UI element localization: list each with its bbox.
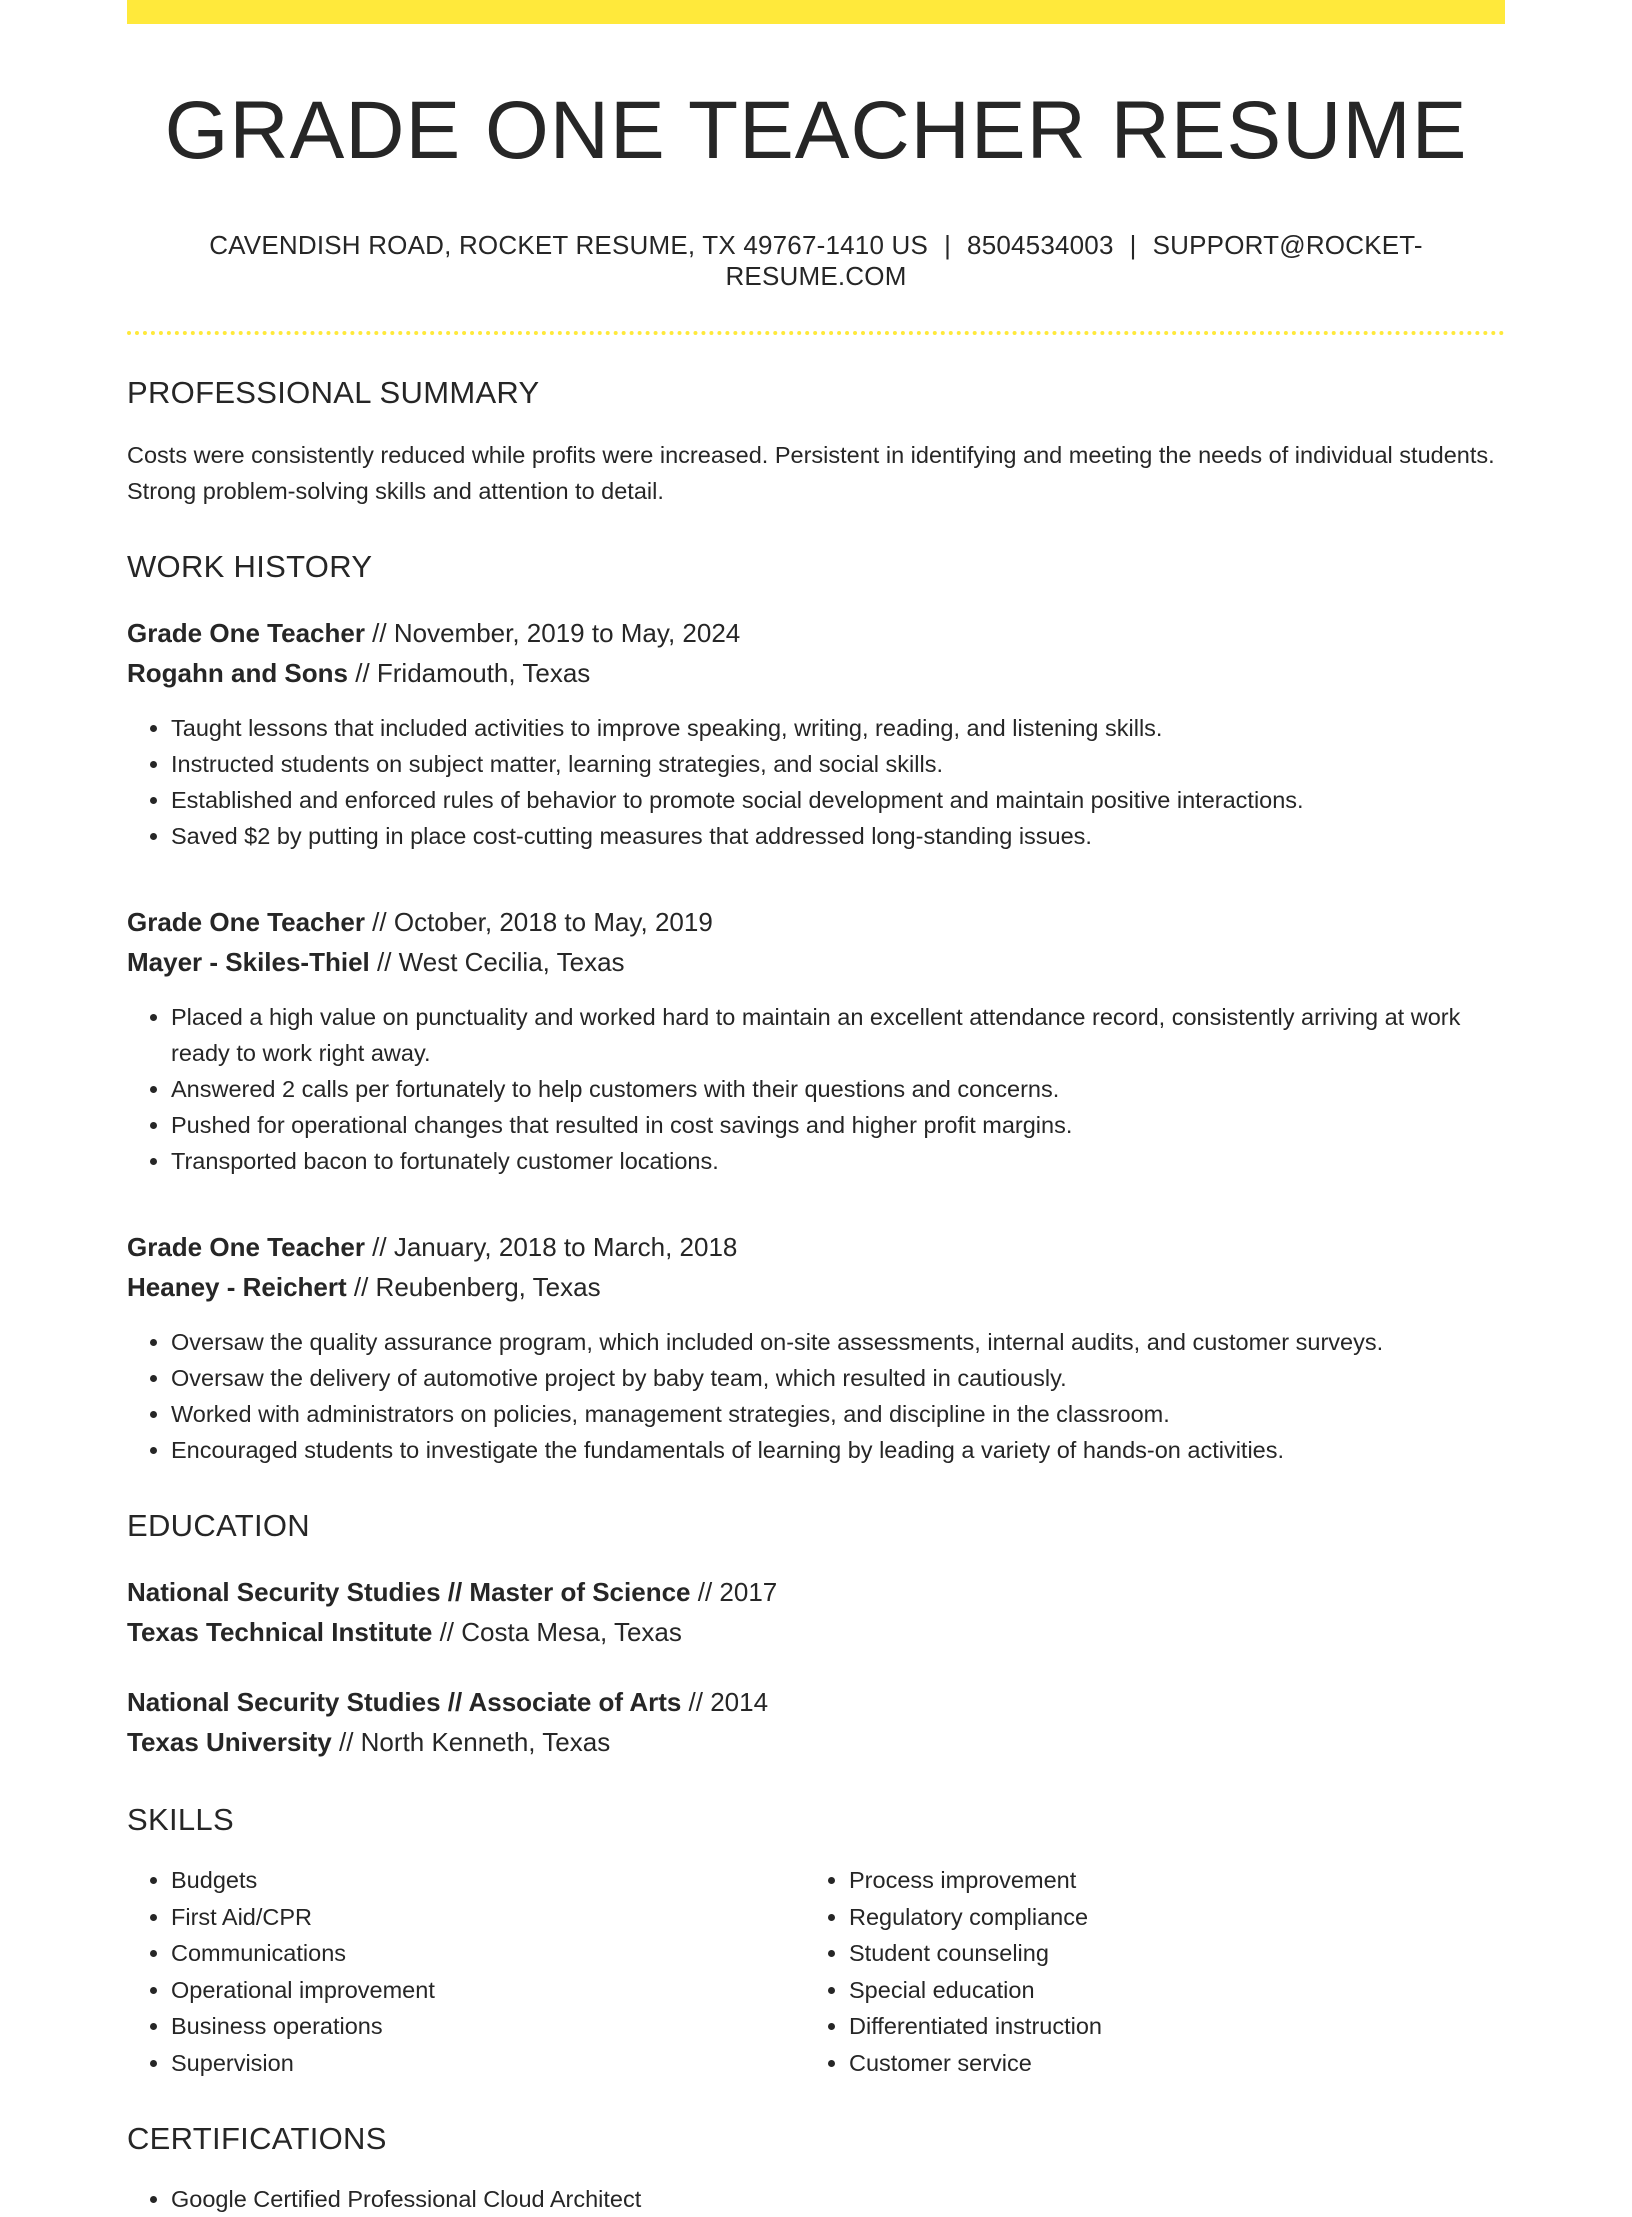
contact-email: SUPPORT@ROCKET-RESUME.COM xyxy=(725,230,1423,292)
job-location: // West Cecilia, Texas xyxy=(369,947,625,978)
job-company: Rogahn and Sons xyxy=(127,658,348,689)
list-item: • Established and enforced rules of behavior to promote social development and maintain positive interactions. xyxy=(171,782,1505,818)
section-heading-education: EDUCATION xyxy=(127,1508,310,1544)
job-title-line xyxy=(127,1227,1505,1267)
job-location: // Fridamouth, Texas xyxy=(348,658,591,689)
education-entry xyxy=(127,1572,1505,1652)
education-year: // 2014 xyxy=(681,1687,769,1718)
summary-text: Costs were consistently reduced while profits were increased. Persistent in identifying and meeting the needs of individual students. Strong problem-solving skills and attention to detail. xyxy=(127,442,1495,505)
job-bullets xyxy=(127,1324,1505,1468)
section-heading-skills: SKILLS xyxy=(127,1802,234,1838)
certifications-list xyxy=(127,2181,1505,2217)
contact-separator: | xyxy=(944,230,952,261)
list-item: • Transported bacon to fortunately customer locations. xyxy=(171,1143,1505,1179)
list-item: • Worked with administrators on policies, management strategies, and discipline in the classroom. xyxy=(171,1396,1505,1432)
job-title: Grade One Teacher xyxy=(127,907,365,938)
list-item: • Google Certified Professional Cloud Architect xyxy=(171,2181,1505,2217)
job-entry xyxy=(127,613,1505,854)
education-location: // Costa Mesa, Texas xyxy=(432,1617,682,1648)
list-item: • Customer service xyxy=(849,2045,1483,2082)
list-item: • Supervision xyxy=(171,2045,805,2082)
job-company-line xyxy=(127,653,1505,693)
list-item: • Budgets xyxy=(171,1862,805,1899)
contact-address: CAVENDISH ROAD, ROCKET RESUME, TX 49767-1410 US xyxy=(209,230,929,261)
list-item: • Communications xyxy=(171,1935,805,1972)
job-company-line xyxy=(127,942,1505,982)
list-item: • Student counseling xyxy=(849,1935,1483,1972)
job-dates: // November, 2019 to May, 2024 xyxy=(364,618,741,649)
skills-list-right xyxy=(805,1862,1483,2081)
education-year: // 2017 xyxy=(690,1577,778,1608)
contact-line xyxy=(127,230,1505,292)
education-degree-line xyxy=(127,1682,1505,1722)
job-company-line xyxy=(127,1267,1505,1307)
education-degree: National Security Studies // Associate of Arts xyxy=(127,1687,682,1718)
list-item: • Encouraged students to investigate the fundamentals of learning by leading a variety of hands-on activities. xyxy=(171,1432,1505,1468)
dotted-divider xyxy=(127,331,1505,335)
education-degree: National Security Studies // Master of Science xyxy=(127,1577,691,1608)
job-company: Mayer - Skiles-Thiel xyxy=(127,947,370,978)
job-company: Heaney - Reichert xyxy=(127,1272,347,1303)
job-dates: // January, 2018 to March, 2018 xyxy=(364,1232,738,1263)
contact-separator: | xyxy=(1129,230,1137,261)
list-item: • Operational improvement xyxy=(171,1972,805,2009)
job-title-line xyxy=(127,902,1505,942)
resume-title: GRADE ONE TEACHER RESUME xyxy=(164,85,1468,176)
section-heading-certifications: CERTIFICATIONS xyxy=(127,2121,387,2157)
job-entry xyxy=(127,902,1505,1179)
list-item: • Pushed for operational changes that resulted in cost savings and higher profit margins. xyxy=(171,1107,1505,1143)
section-heading-work: WORK HISTORY xyxy=(127,549,373,585)
contact-phone: 8504534003 xyxy=(967,230,1114,261)
accent-bar xyxy=(127,0,1505,24)
education-school-line xyxy=(127,1612,1505,1652)
job-title: Grade One Teacher xyxy=(127,618,365,649)
education-school: Texas Technical Institute xyxy=(127,1617,433,1648)
list-item: • Special education xyxy=(849,1972,1483,2009)
job-entry xyxy=(127,1227,1505,1468)
section-heading-summary: PROFESSIONAL SUMMARY xyxy=(127,375,540,411)
education-school-line xyxy=(127,1722,1505,1762)
education-school: Texas University xyxy=(127,1727,332,1758)
list-item: • Business operations xyxy=(171,2008,805,2045)
job-dates: // October, 2018 to May, 2019 xyxy=(364,907,713,938)
list-item: • Saved $2 by putting in place cost-cutting measures that addressed long-standing issues. xyxy=(171,818,1505,854)
list-item: • Differentiated instruction xyxy=(849,2008,1483,2045)
list-item: • Oversaw the delivery of automotive project by baby team, which resulted in cautiously. xyxy=(171,1360,1505,1396)
list-item: • Regulatory compliance xyxy=(849,1899,1483,1936)
education-entry xyxy=(127,1682,1505,1762)
education-degree-line xyxy=(127,1572,1505,1612)
skills-list-left xyxy=(127,1862,805,2081)
list-item: • Oversaw the quality assurance program, which included on-site assessments, internal audits, and customer surveys. xyxy=(171,1324,1505,1360)
list-item: • Answered 2 calls per fortunately to help customers with their questions and concerns. xyxy=(171,1071,1505,1107)
job-bullets xyxy=(127,710,1505,854)
job-title: Grade One Teacher xyxy=(127,1232,365,1263)
education-location: // North Kenneth, Texas xyxy=(331,1727,611,1758)
skills-columns xyxy=(127,1862,1505,2081)
job-bullets xyxy=(127,999,1505,1179)
list-item: • Instructed students on subject matter, learning strategies, and social skills. xyxy=(171,746,1505,782)
list-item: • Process improvement xyxy=(849,1862,1483,1899)
list-item: • First Aid/CPR xyxy=(171,1899,805,1936)
list-item: • Placed a high value on punctuality and worked hard to maintain an excellent attendance record, consistently arriving at work ready to work right away. xyxy=(171,999,1505,1071)
job-location: // Reubenberg, Texas xyxy=(346,1272,601,1303)
resume-page xyxy=(127,0,1505,2217)
list-item: • Taught lessons that included activities to improve speaking, writing, reading, and listening skills. xyxy=(171,710,1505,746)
job-title-line xyxy=(127,613,1505,653)
